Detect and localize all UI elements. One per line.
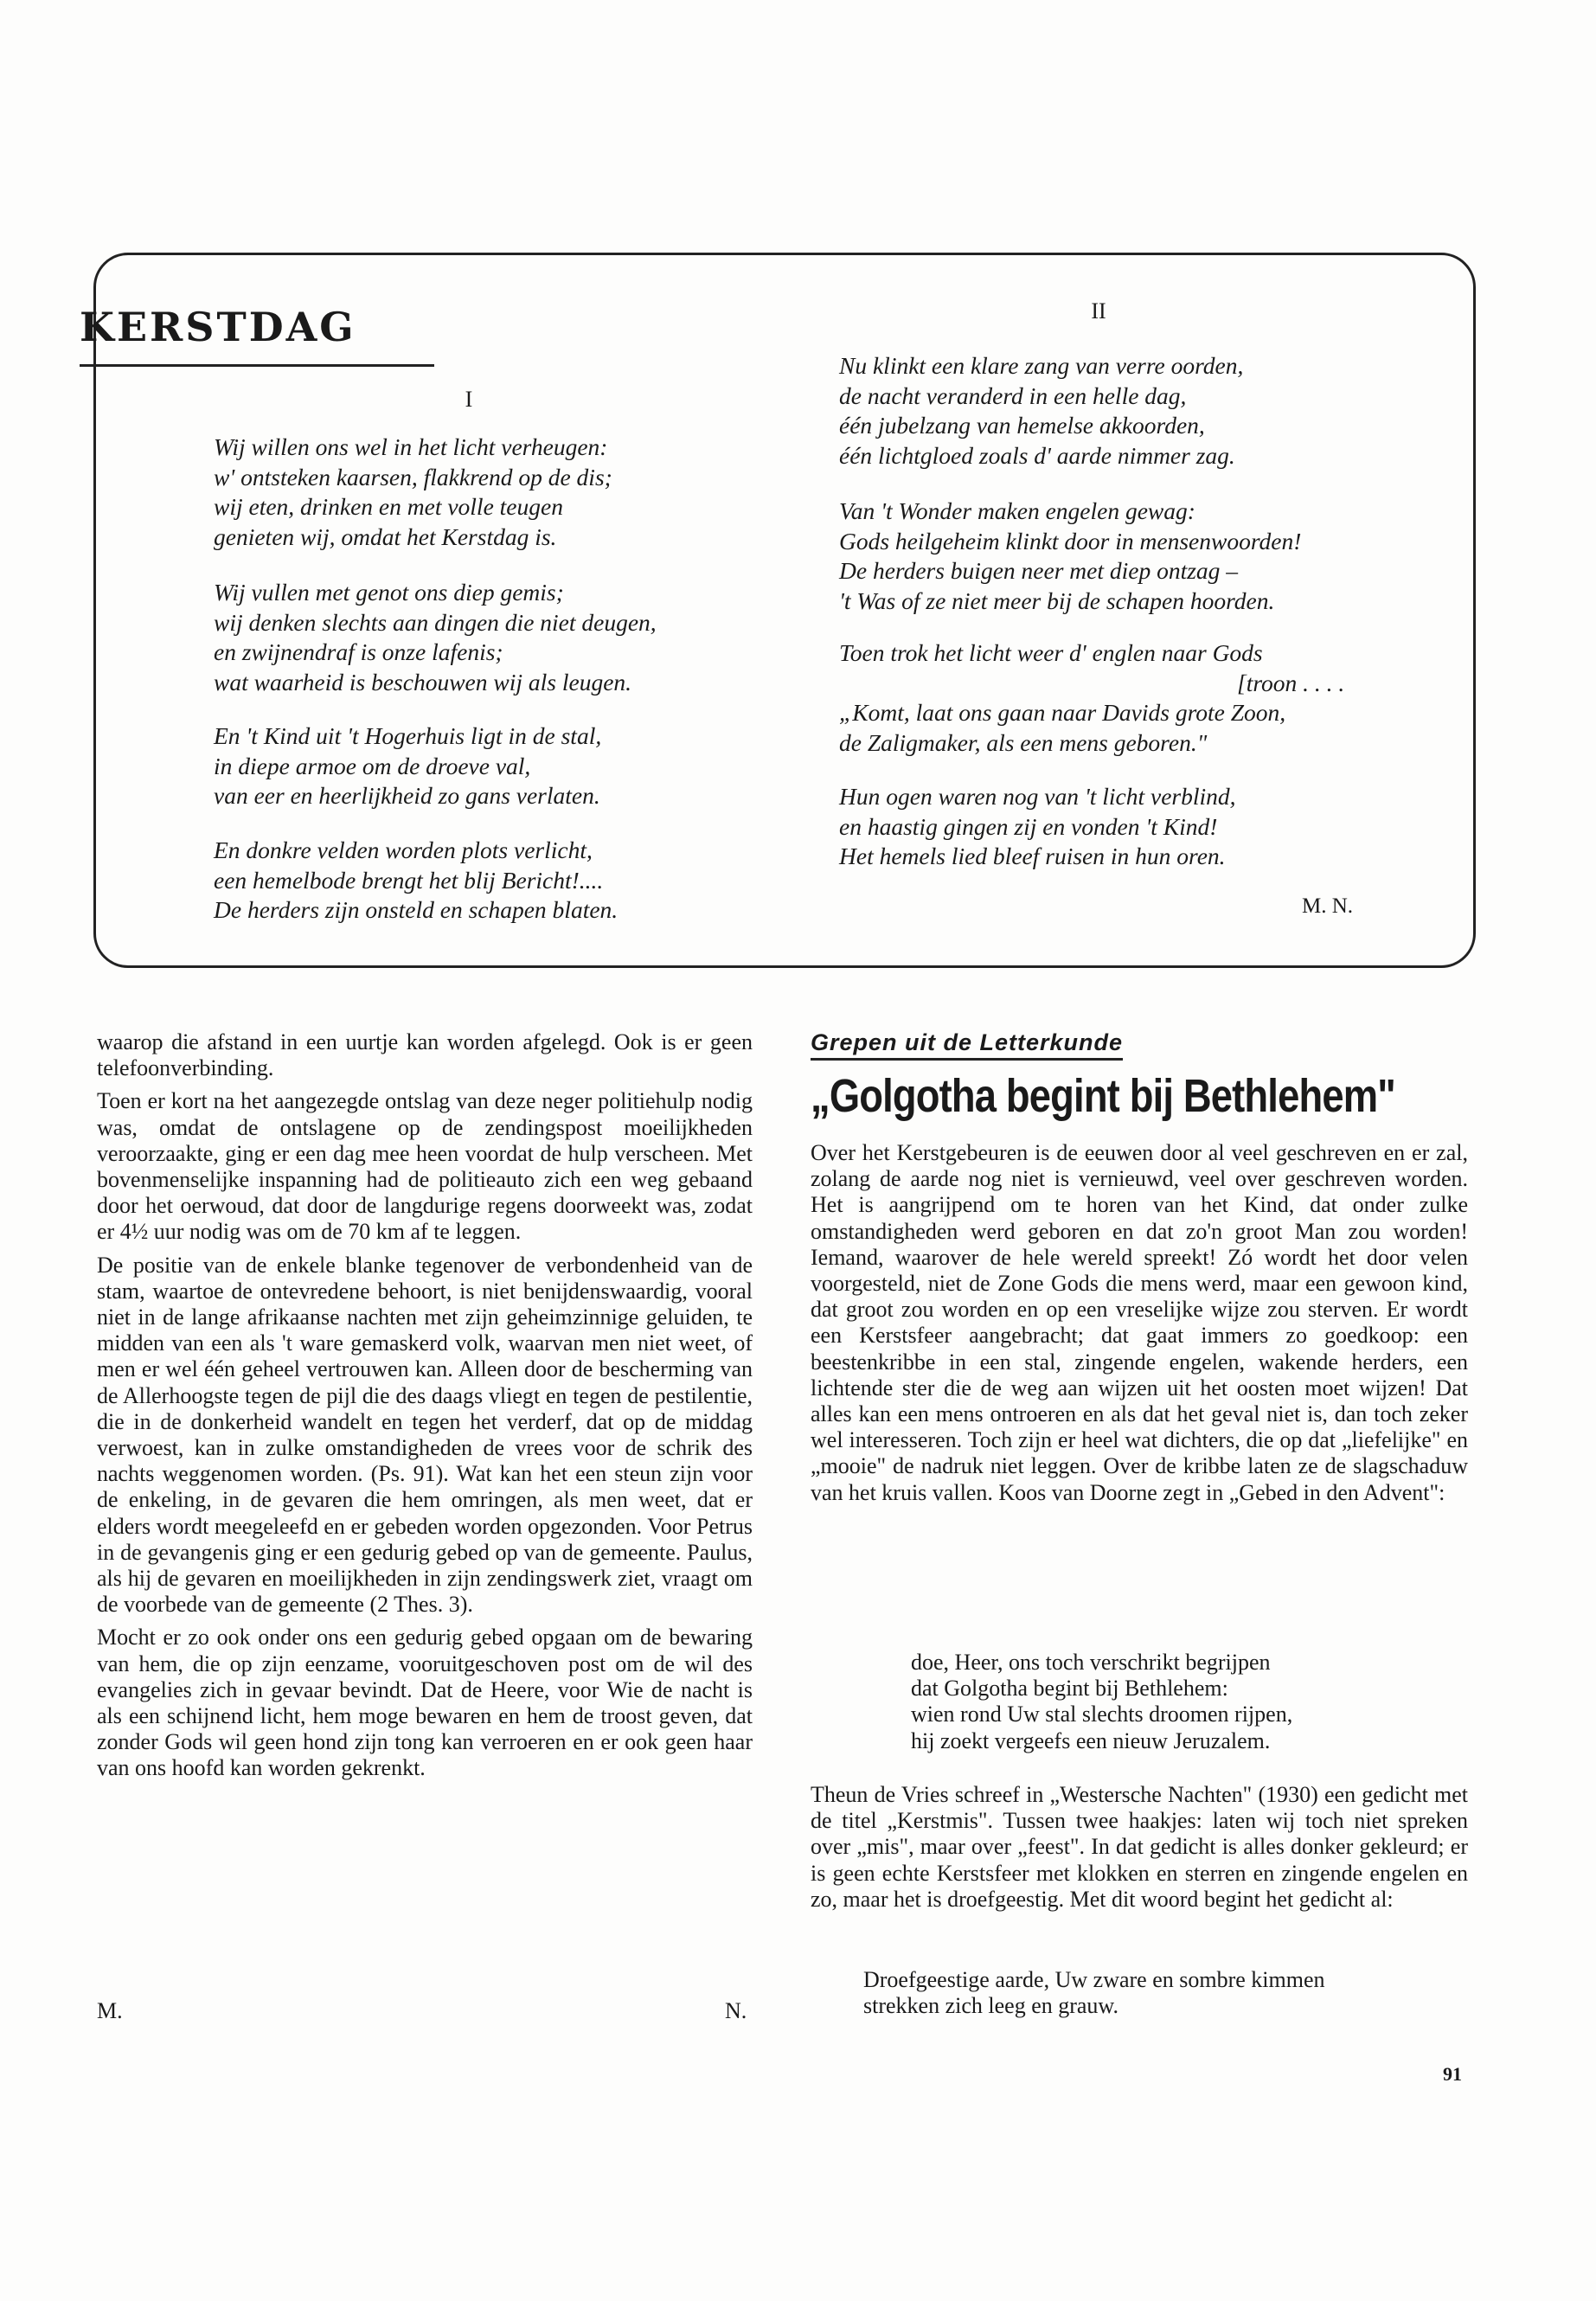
poem-line: één jubelzang van hemelse akkoorden, <box>839 412 1205 439</box>
poem-line: De herders zijn onsteld en schapen blaten. <box>214 896 619 923</box>
paragraph: Mocht er zo ook onder ons een gedurig gebed opgaan om de bewaring van hem, die op zijn eenzame, vooruitgeschoven post om de wil des evangelies zich in gevaar bevindt. Dat de Heere, voor Wie de nacht is als een schijnend licht, hem moge bewaren en hem de troost geven, dat zonder Gods wil geen hond zijn tong kan verroeren en er ook geen haar van ons hoofd kan worden gekrenkt. <box>97 1625 753 1781</box>
poem-line: Wij vullen met genot ons diep gemis; <box>214 579 564 606</box>
verse-line: Droefgeestige aarde, Uw zware en sombre kimmen <box>863 1967 1325 1992</box>
title-underline <box>80 364 434 367</box>
poem-line: wat waarheid is beschouwen wij als leugen. <box>214 668 632 695</box>
poem-line: Toen trok het licht weer d' englen naar Gods <box>839 639 1263 666</box>
paragraph: waarop die afstand in een uurtje kan worden afgelegd. Ook is er geen telefoonverbinding. <box>97 1029 753 1081</box>
verse-line: strekken zich leeg en grauw. <box>863 1993 1119 2019</box>
poem-line: [troon . . . . <box>1237 669 1345 696</box>
quoted-verse <box>911 1650 1292 1754</box>
paragraph: De positie van de enkele blanke tegenover de verbondenheid van de stam, waartoe de ontevredene behoort, is niet benijdenswaardig, vooral niet in de lange afrikaanse nachten met zijn geheimzinnige geluiden, te midden van een als 't ware gemaskerd volk, waarvan men niet weet, of men er wel één geheel vertrouwen kan. Alleen door de bescherming van de Allerhoogste tegen de pijl die des daags vliegt en tegen de pestilentie, die in de donkerheid wandelt en tegen het verderf, dat op de middag verwoest, kan in zulke omstandigheden de vrees voor de schrik des nachts weggenomen worden. (Ps. 91). Wat kan het een steun zijn voor de enkeling, in de gevaren die hem omringen, als men weet, dat er elders wordt meegeleefd en er gebeden worden opgezonden. Voor Petrus in de gevangenis ging er een gedurig gebed op van de gemeente. Paulus, als hij de gevaren en moeilijkheden in zijn zendingswerk ziet, vraagt om de voorbede van de gemeente (2 Thes. 3). <box>97 1252 753 1618</box>
paragraph: Toen er kort na het aangezegde ontslag van deze neger politiehulp nodig was, omdat de ontslagene op de zendingspost moeilijkheden veroorzaakte, ging er een dag mee heen voordat de hulp verscheen. Met bovenmenselijke inspanning had de politieauto zich een weg gebaand door het oerwoud, dat door de langdurige regens doorweekt was, zodat er 4½ uur nodig was om de 70 km af te leggen. <box>97 1088 753 1245</box>
poem-stanza <box>214 836 618 926</box>
poem-line: Nu klinkt een klare zang van verre oorden, <box>839 352 1244 379</box>
verse-line: wien rond Uw stal slechts droomen rijpen, <box>911 1702 1293 1727</box>
signature-initial-n: N. <box>725 1998 747 2023</box>
poem-line: genieten wij, omdat het Kerstdag is. <box>214 522 557 550</box>
poem-line: „Komt, laat ons gaan naar Davids grote Zoon, <box>839 699 1286 726</box>
poem-line: en zwijnendraf is onze lafenis; <box>214 638 503 665</box>
poem-line: wij denken slechts aan dingen die niet deugen, <box>214 608 657 636</box>
poem-line: Het hemels lied bleef ruisen in hun oren. <box>839 843 1226 869</box>
poem-stanza <box>214 433 612 552</box>
poem-line: Gods heilgeheim klinkt door in mensenwoorden! <box>839 527 1302 554</box>
poem-line: in diepe armoe om de droeve val, <box>214 752 531 779</box>
article-paragraph: Over het Kerstgebeuren is de eeuwen door al veel geschreven en er zal, zolang de aarde nog niet is vernieuwd, veel over geschreven worden. Het is aangrijpend om te horen van het Kind, dat onder zulke omstandigheden werd geboren en dat zo'n groot Man zou worden! Iemand, waarover de hele wereld spreekt! Zó wordt het door velen voorgesteld, niet de Zone Gods die mens werd, maar een gewoon kind, dat groot zou worden en op een vreselijke wijze zou sterven. Er wordt een Kerstsfeer aangebracht; dat gaat immers zo goedkoop: een beestenkribbe in een stal, zingende engelen, wakende herders, een lichtende ster die de weg aan wijzen uit het oosten moet wijzen! Dat alles kan een mens ontroeren en als dat het geval niet is, dan toch zeker wel interesseren. Toch zijn er heel wat dichters, die op dat „liefelijke" en „mooie" de nadruk niet leggen. Over de kribbe laten ze de slagschaduw van het kruis vallen. Koos van Doorne zegt in „Gebed in den Advent": <box>811 1140 1468 1505</box>
left-article-column <box>97 1029 753 1782</box>
poem-stanza <box>839 497 1301 616</box>
verse-line: dat Golgotha begint bij Bethlehem: <box>911 1676 1228 1702</box>
verse-line: doe, Heer, ons toch verschrikt begrijpen <box>911 1650 1271 1675</box>
poem-line: een hemelbode brengt het blij Bericht!.... <box>214 866 604 894</box>
poem-line: Van 't Wonder maken engelen gewag: <box>839 497 1195 524</box>
poem-line: En 't Kind uit 't Hogerhuis ligt in de stal, <box>214 722 602 749</box>
poem-line: van eer en heerlijkheid zo gans verlaten. <box>214 782 600 809</box>
page-number: 91 <box>1443 2063 1462 2085</box>
poem-line: Hun ogen waren nog van 't licht verblind, <box>839 783 1236 810</box>
poem-line: Wij willen ons wel in het licht verheugen: <box>214 433 608 460</box>
poem-line: en haastig gingen zij en vonden 't Kind! <box>839 812 1218 840</box>
poem-line: de nacht veranderd in een helle dag, <box>839 381 1187 409</box>
poem-line: één lichtgloed zoals d' aarde nimmer zag. <box>839 441 1235 469</box>
poem-line: De herders buigen neer met diep ontzag – <box>839 557 1239 584</box>
poem-signature: M. N. <box>1302 894 1354 918</box>
poem-stanza <box>839 782 1236 872</box>
poem-part-one-numeral: I <box>465 387 473 412</box>
poem-stanza <box>214 721 601 811</box>
article-paragraph: Theun de Vries schreef in „Westersche Nachten" (1930) een gedicht met de titel „Kerstmis". Tussen twee haakjes: laten wij toch niet spreken over „mis", maar over „feest". In dat gedicht is alles donker gekleurd; er is geen echte Kerstsfeer met klokken en sterren en zingende engelen en zo, maar het is droefgeestig. Met dit woord begint het gedicht al: <box>811 1782 1468 1912</box>
poem-stanza <box>839 351 1243 471</box>
poem-title: kerstdag <box>80 287 356 355</box>
poem-part-two-numeral: II <box>1091 298 1106 324</box>
verse-line: hij zoekt vergeefs een nieuw Jeruzalem. <box>911 1727 1271 1753</box>
poem-stanza <box>214 578 657 697</box>
poem-line: 't Was of ze niet meer bij de schapen hoorden. <box>839 586 1275 614</box>
quoted-verse <box>863 1967 1325 2019</box>
article-headline: „Golgotha begint bij Bethlehem" <box>811 1070 1395 1122</box>
signature-initial-m: M. <box>97 1998 123 2023</box>
poem-line: wij eten, drinken en met volle teugen <box>214 493 563 520</box>
poem-stanza <box>839 638 1344 758</box>
poem-line: de Zaligmaker, als een mens geboren." <box>839 728 1208 756</box>
section-label: Grepen uit de Letterkunde <box>811 1029 1123 1061</box>
poem-line: w' ontsteken kaarsen, flakkrend op de dis; <box>214 463 612 490</box>
poem-line: En donkre velden worden plots verlicht, <box>214 836 593 863</box>
